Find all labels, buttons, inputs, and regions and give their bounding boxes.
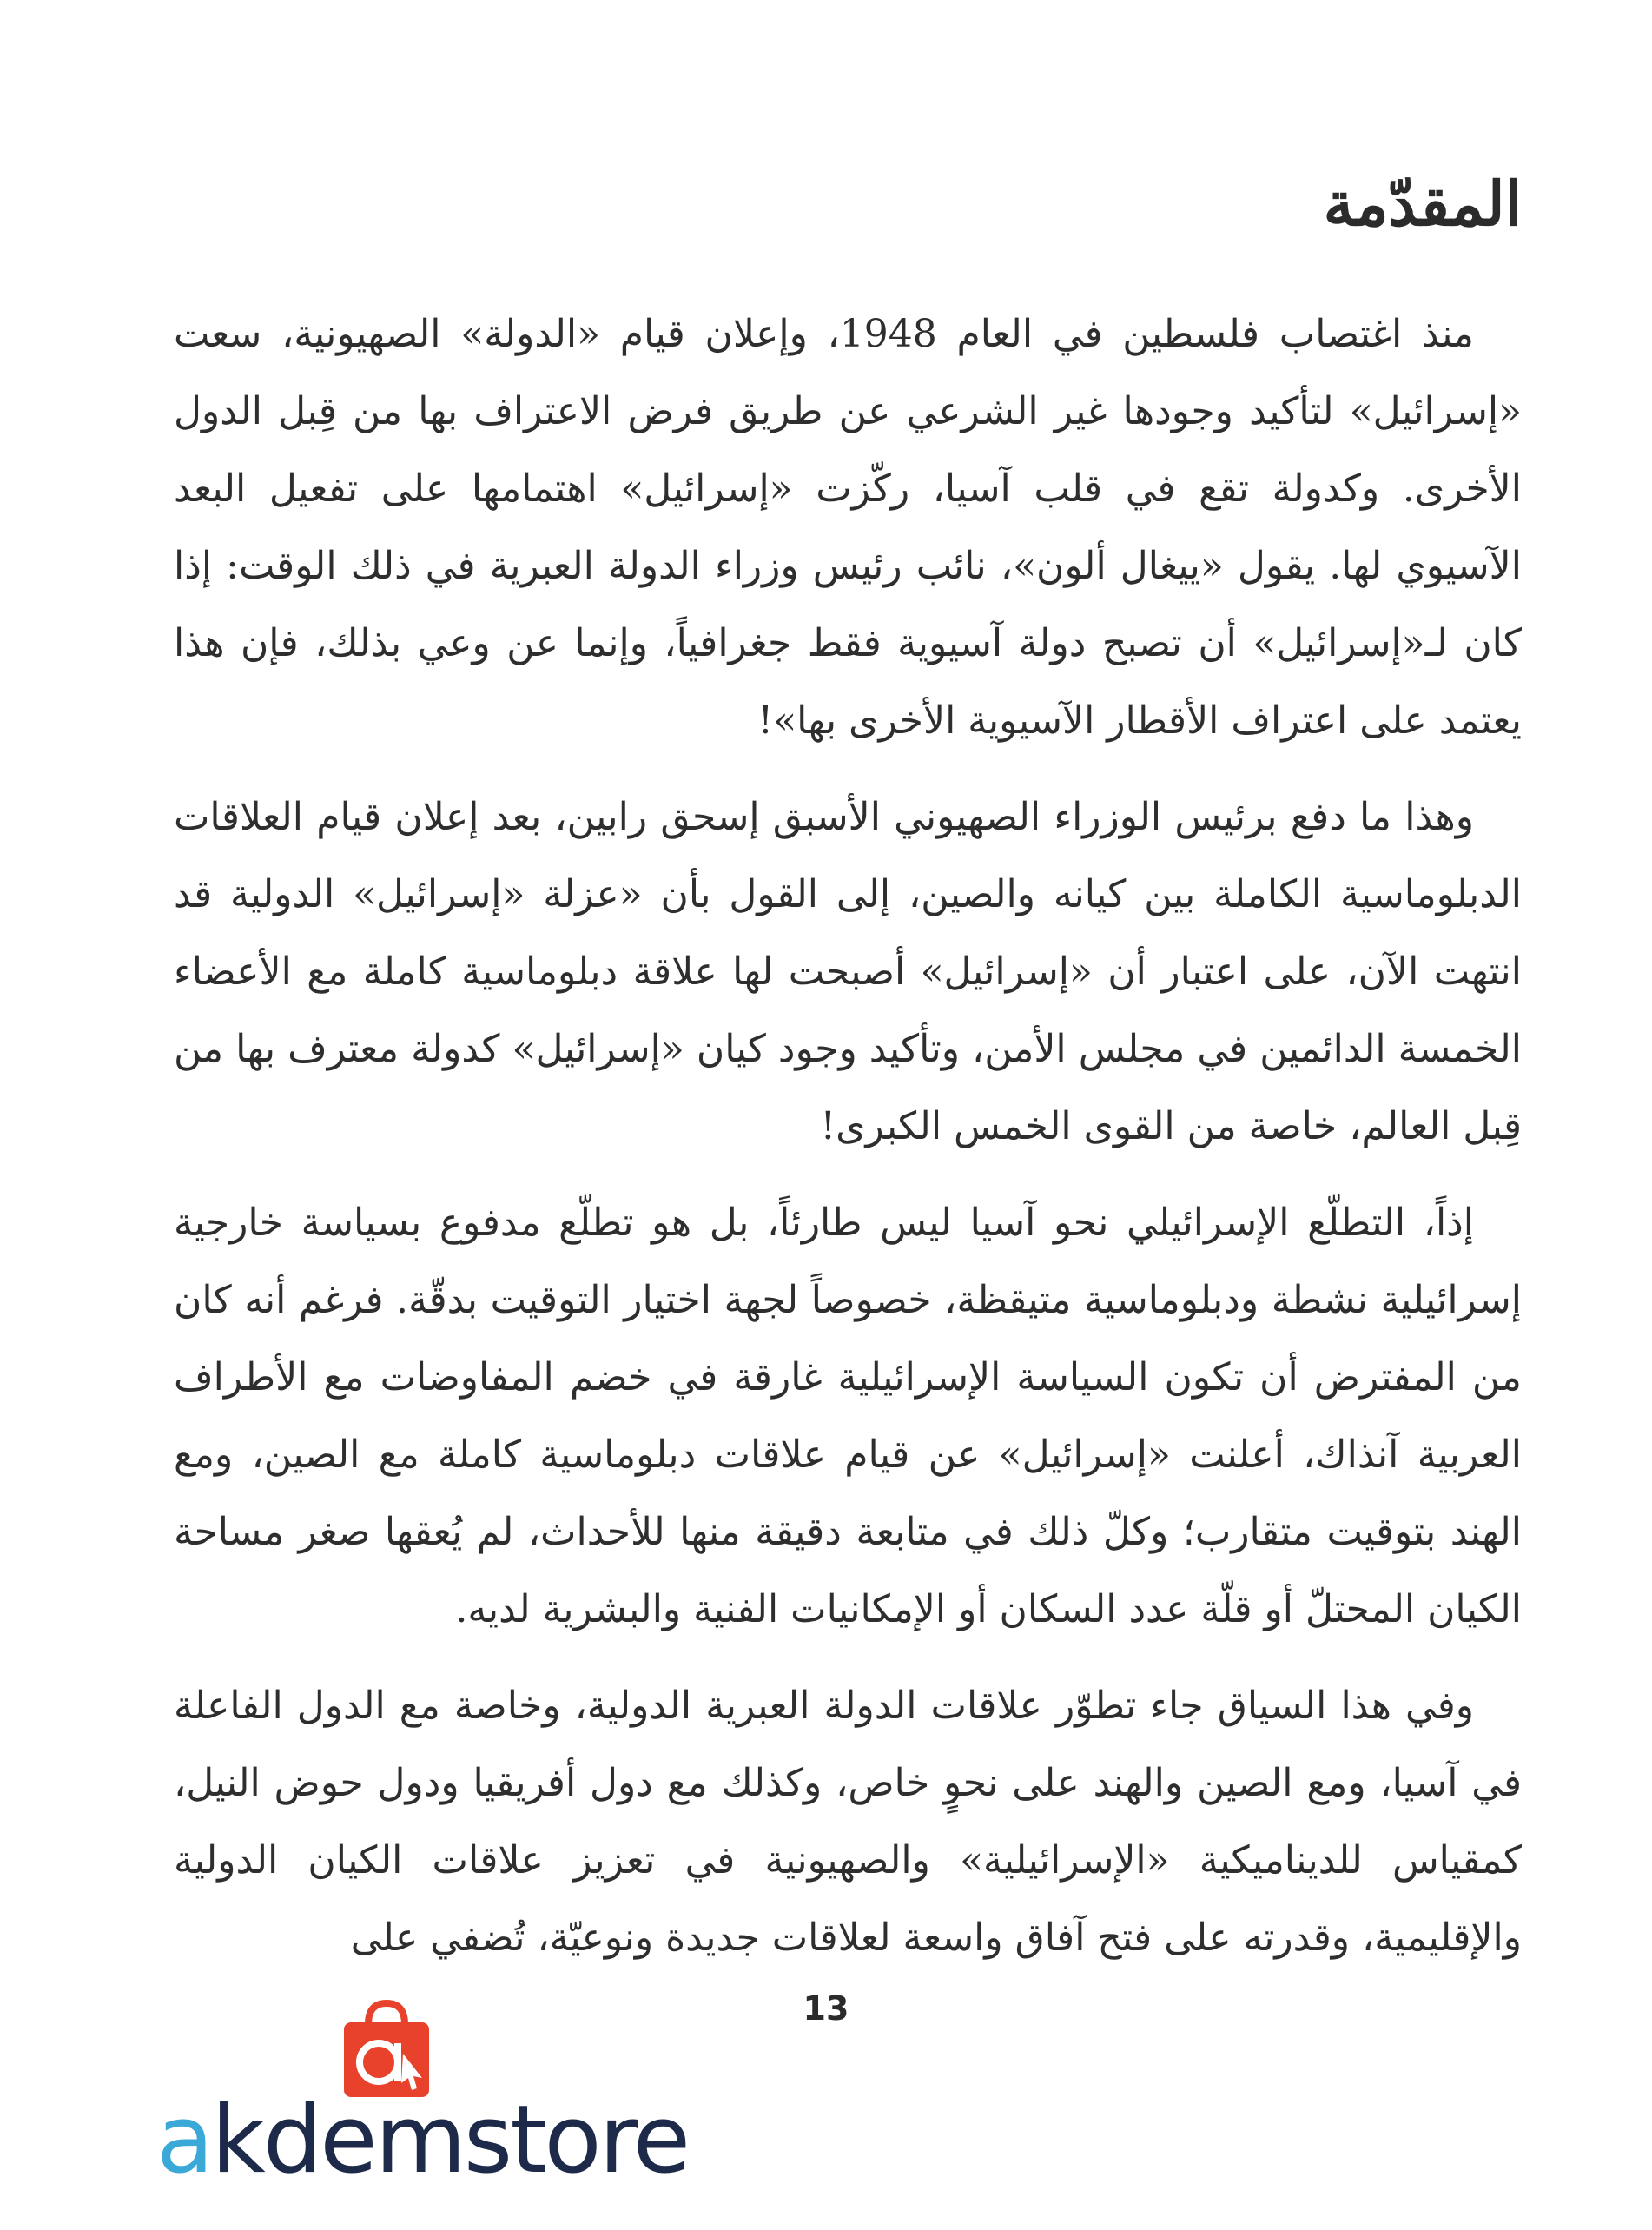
- brand-wordmark: akdemstore: [156, 2086, 689, 2194]
- store-logo: [156, 1998, 689, 2215]
- paragraph: منذ اغتصاب فلسطين في العام 1948، وإعلان قيام «الدولة» الصهيونية، سعت «إسرائيل» لتأكيد وجودها غير الشرعي عن طريق فرض الاعتراف بها من قِبل الدول الأخرى. وكدولة تقع في قلب آسيا، ركّزت «إسرائيل» اهتمامها على تفعيل البعد الآسيوي لها. يقول «ييغال ألون»، نائب رئيس وزراء الدولة العبرية في ذلك الوقت: إذا كان لـ«إسرائيل» أن تصبح دولة آسيوية فقط جغرافياً، وإنما عن وعي بذلك، فإن هذا يعتمد على اعتراف الأقطار الآسيوية الأخرى بها»!: [174, 312, 1522, 743]
- body-text: [174, 295, 1522, 1995]
- chapter-heading: المقدّمة: [1323, 168, 1522, 240]
- paragraph: وفي هذا السياق جاء تطوّر علاقات الدولة العبرية الدولية، وخاصة مع الدول الفاعلة في آسيا، ومع الصين والهند على نحوٍ خاص، وكذلك مع دول أفريقيا ودول حوض النيل، كمقياس للديناميكية «الإسرائيلية» والصهيونية في تعزيز علاقات الكيان الدولية والإقليمية، وقدرته على فتح آفاق واسعة لعلاقات جديدة ونوعيّة، تُضفي على: [174, 1684, 1522, 1960]
- paragraph: إذاً، التطلّع الإسرائيلي نحو آسيا ليس طارئاً، بل هو تطلّع مدفوع بسياسة خارجية إسرائيلية نشطة ودبلوماسية متيقظة، خصوصاً لجهة اختيار التوقيت بدقّة. فرغم أنه كان من المفترض أن تكون السياسة الإسرائيلية غارقة في خضم المفاوضات مع الأطراف العربية آنذاك، أعلنت «إسرائيل» عن قيام علاقات دبلوماسية كاملة مع الصين، ومع الهند بتوقيت متقارب؛ وكلّ ذلك في متابعة دقيقة منها للأحداث، لم يُعقها صغر مساحة الكيان المحتلّ أو قلّة عدد السكان أو الإمكانيات الفنية والبشرية لديه.: [174, 1201, 1522, 1631]
- page-number: 13: [803, 1989, 849, 2028]
- paragraph: وهذا ما دفع برئيس الوزراء الصهيوني الأسبق إسحق رابين، بعد إعلان قيام العلاقات الدبلوماسية الكاملة بين كيانه والصين، إلى القول بأن «عزلة «إسرائيل» الدولية قد انتهت الآن، على اعتبار أن «إسرائيل» أصبحت لها علاقة دبلوماسية كاملة مع الأعضاء الخمسة الدائمين في مجلس الأمن، وتأكيد وجود كيان «إسرائيل» كدولة معترف بها من قِبل العالم، خاصة من القوى الخمس الكبرى!: [174, 795, 1522, 1148]
